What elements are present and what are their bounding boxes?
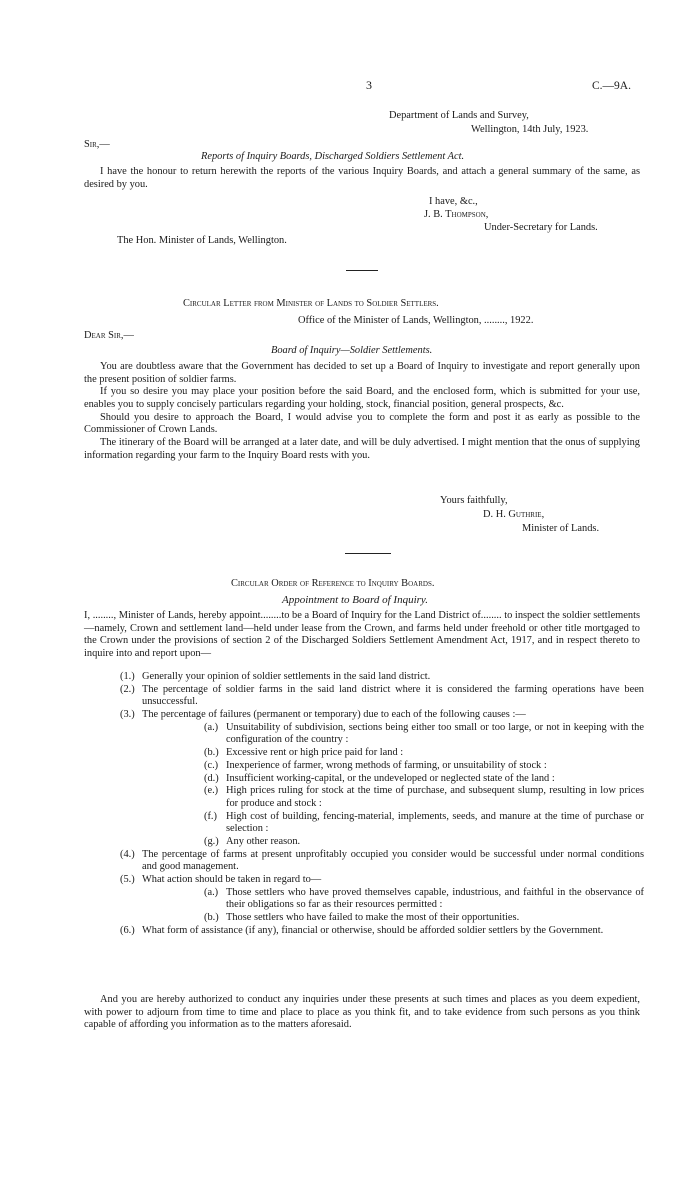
list-item: [84, 709, 644, 722]
sub-list-item-number: (b.): [204, 747, 219, 759]
sub-list-item-number: (g.): [204, 835, 219, 847]
letter-addressee: The Hon. Minister of Lands, Wellington.: [117, 235, 287, 246]
circular-letter-body: [84, 361, 640, 463]
circular-letter-salutation: Dear Sir,—: [84, 330, 134, 341]
circular-letter-signatory: D. H. Guthrie,: [483, 509, 545, 520]
sub-list-item: [204, 835, 644, 849]
circular-order-subject: Appointment to Board of Inquiry.: [282, 594, 428, 606]
letter-body: I have the honour to return herewith the reports of the various Inquiry Boards, and attach a general summary of the same, as desired by you.: [84, 166, 640, 190]
list-item-number: (2.): [120, 683, 135, 695]
sublist-item-5: [84, 887, 644, 925]
list-item: [84, 849, 644, 874]
list-item: [84, 671, 644, 684]
sub-list-item-number: (b.): [204, 912, 219, 924]
circular-letter-paragraph: If you so desire you may place your position before the said Board, and the enclosed form, which is submitted for your use, enables you to supply concisely particulars regarding your holding, stock, financial position, general prospects, &c.: [84, 386, 640, 411]
letter-department: Department of Lands and Survey,: [389, 110, 529, 121]
letter-signatory-title: Under-Secretary for Lands.: [484, 222, 598, 233]
sub-list-item: [204, 747, 644, 760]
circular-letter-paragraph: Should you desire to approach the Board, I would advise you to complete the form and post it as early as possible to the Commissioner of Crown Lands.: [84, 411, 640, 436]
circular-letter-paragraph: You are doubtless aware that the Government has decided to set up a Board of Inquiry to investigate and report generally upon the present position of soldier farms.: [84, 361, 640, 385]
sub-list-item: [204, 759, 644, 773]
sub-list-item-text: High prices ruling for stock at the time of purchase, and subsequent slump, resulting in low prices for produce and stock :: [226, 785, 644, 809]
letter-signatory: J. B. Thompson,: [424, 209, 489, 220]
sub-list-item-text: Excessive rent or high price paid for land :: [226, 747, 404, 759]
list-item-text: The percentage of farms at present unprofitably occupied you consider would be successful under normal conditions and good management.: [142, 848, 644, 873]
sub-list-item: [204, 886, 644, 912]
sub-list-item-text: Those settlers who have failed to make the most of their opportunities.: [226, 912, 520, 924]
circular-letter-paragraph: The itinerary of the Board will be arranged at a later date, and will be duly advertised. I might mention that the onus of supplying information regarding your farm to the Inquiry Board rests with you.: [84, 437, 640, 461]
list-item: [84, 684, 644, 709]
letter-subject: Reports of Inquiry Boards, Discharged Soldiers Settlement Act.: [201, 151, 465, 162]
sub-list-item: [204, 912, 644, 925]
circular-letter-heading: Circular Letter from Minister of Lands to Soldier Settlers.: [183, 298, 439, 309]
list-item-text: The percentage of soldier farms in the said land district where it is considered the farming operations have been unsuccessful.: [142, 683, 644, 708]
circular-letter-closing: Yours faithfully,: [440, 495, 508, 506]
circular-order-items: [84, 671, 644, 937]
list-item-text: Generally your opinion of soldier settlements in the said land district.: [142, 671, 431, 682]
sub-list-item: [204, 772, 644, 786]
list-item-text: What action should be taken in regard to—: [142, 874, 322, 885]
sub-list-item: [204, 810, 644, 836]
sub-list-item-text: High cost of building, fencing-material, implements, seeds, and manure at the time of purchase or selection :: [226, 810, 644, 835]
circular-order-heading: Circular Order of Reference to Inquiry Boards.: [231, 578, 435, 589]
sub-list-item-number: (a.): [204, 886, 219, 898]
sub-list-item-number: (a.): [204, 721, 219, 733]
circular-letter-office: Office of the Minister of Lands, Wellington, ........, 1922.: [298, 315, 534, 326]
section-divider: [345, 553, 391, 554]
list-item-number: (4.): [120, 848, 135, 860]
sub-list-item: [204, 721, 644, 747]
section-divider: [346, 270, 378, 271]
list-item: [84, 925, 644, 938]
list-item-text: What form of assistance (if any), financial or otherwise, should be afforded soldier settlers by the Government.: [142, 924, 604, 936]
list-item-number: (1.): [120, 671, 135, 682]
list-item-text: The percentage of failures (permanent or temporary) due to each of the following causes :—: [142, 709, 526, 721]
sub-list-item-number: (e.): [204, 785, 219, 797]
sub-list-item-number: (c.): [204, 759, 219, 771]
letter-place-date: Wellington, 14th July, 1923.: [471, 124, 589, 135]
circular-letter-signatory-title: Minister of Lands.: [522, 523, 600, 534]
list-item-number: (5.): [120, 874, 135, 885]
letter-salutation: Sir,—: [84, 139, 110, 150]
circular-order-closing: And you are hereby authorized to conduct any inquiries under these presents at such times and places as you deem expedient, with power to adjourn from time to time and place to place as you think fit, and to take evidence from such persons as you think capable of affording you information as to the matters aforesaid.: [84, 994, 640, 1031]
list-item-number: (6.): [120, 924, 135, 936]
sub-list-item-number: (d.): [204, 772, 219, 784]
page-reference: C.—9A.: [592, 80, 631, 92]
list-item-number: (3.): [120, 709, 135, 721]
circular-letter-subject: Board of Inquiry—Soldier Settlements.: [271, 345, 433, 356]
sub-list-item-number: (f.): [204, 810, 217, 822]
page-number: 3: [366, 78, 372, 92]
sub-list-item-text: Unsuitability of subdivision, sections being either too small or too large, or not in keeping with the configuration of the country :: [226, 721, 644, 746]
sub-list-item-text: Inexperience of farmer, wrong methods of farming, or unsuitability of stock :: [226, 759, 547, 771]
circular-order-intro: I, ........, Minister of Lands, hereby appoint........to be a Board of Inquiry for the Land District of........ to inspect the soldier settlements—namely, Crown and settlement land—held under lease from the Crown, and farms held under freehold or other title mortgaged to the Crown under the provisions of section 2 of the Discharged Soldiers Settlement Amendment Act, 1917, and in respect thereto to inquire into and report upon—: [84, 610, 640, 660]
list-item: [84, 874, 644, 887]
sub-list-item-text: Those settlers who have proved themselves capable, industrious, and faithful in the observance of their obligations so far as their resources permitted :: [226, 886, 644, 911]
sub-list-item-text: Insufficient working-capital, or the undeveloped or neglected state of the land :: [226, 772, 555, 784]
sub-list-item-text: Any other reason.: [226, 835, 301, 847]
sub-list-item: [204, 785, 644, 810]
sublist-item-3: [84, 722, 644, 849]
letter-closing: I have, &c.,: [429, 196, 478, 207]
